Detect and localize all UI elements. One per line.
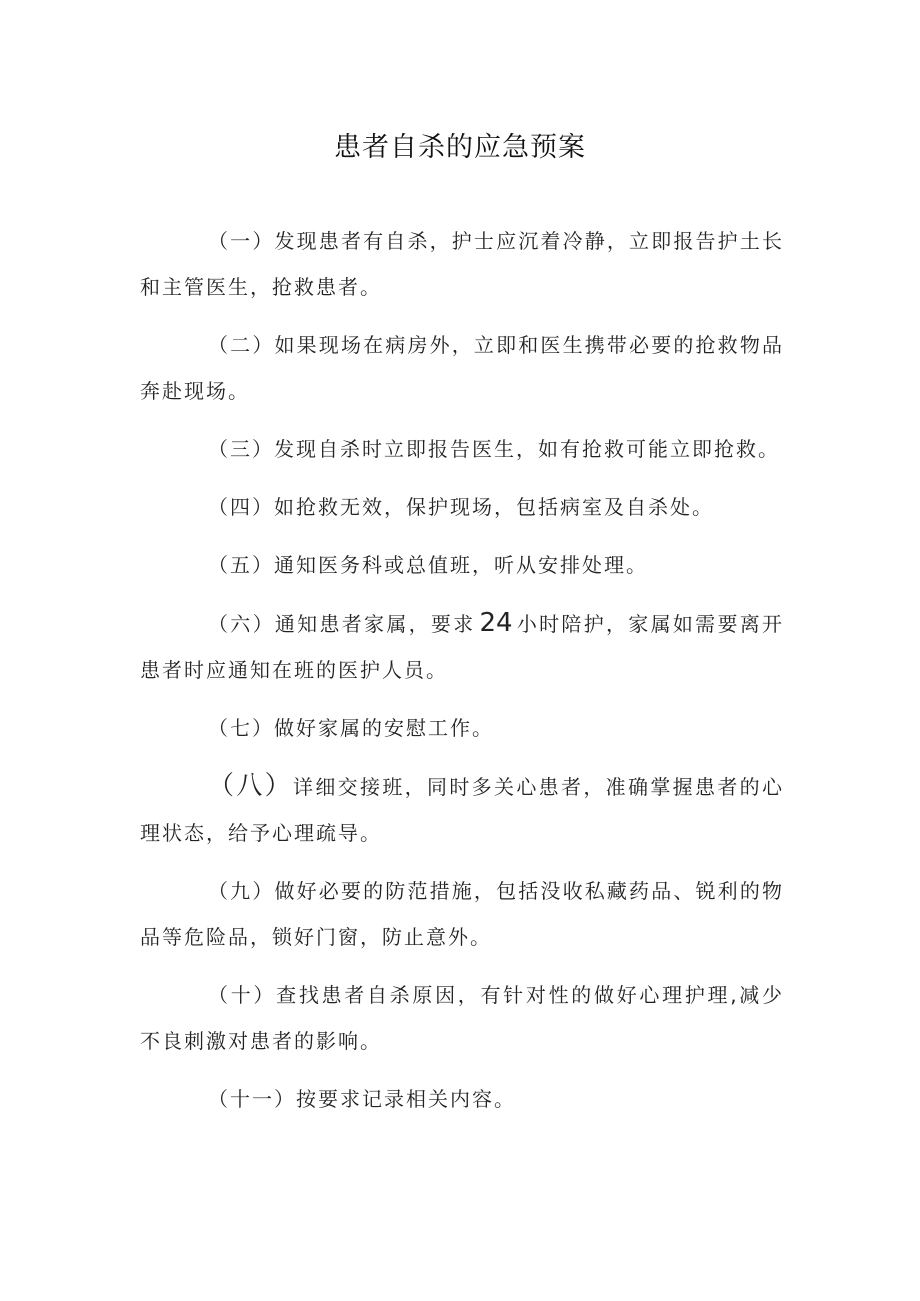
paragraph-4-mark: （四）: [208, 495, 274, 519]
paragraph-1: [140, 218, 784, 310]
paragraph-5-mark: （五）: [208, 553, 274, 577]
paragraph-9-mark: （九）: [208, 879, 275, 903]
paragraph-6-text-after: 小时陪护，家属如需要离开患者时应通知在班的医护人员。: [140, 612, 785, 682]
paragraph-6-mark: （六）: [208, 612, 275, 636]
paragraph-9-text: 做好必要的防范措施，包括没收私藏药品、锐利的物品等危险品，锁好门窗，防止意外。: [140, 879, 785, 949]
paragraph-4-text: 如抢救无效，保护现场，包括病室及自杀处。: [274, 495, 714, 519]
paragraph-6-number: 24: [479, 608, 513, 638]
paragraph-8-text: 详细交接班，同时多关心患者，准确掌握患者的心理状态，给予心理疏导。: [140, 775, 784, 845]
paragraph-5: [140, 542, 784, 588]
paragraph-7-text: 做好家属的安慰工作。: [274, 716, 494, 740]
paragraph-8-mark: （八）: [208, 771, 293, 801]
paragraph-3-text: 发现自杀时立即报告医生，如有抢救可能立即抢救。: [274, 437, 780, 461]
paragraph-7-mark: （七）: [208, 716, 274, 740]
paragraph-2-text: 如果现场在病房外，立即和医生携带必要的抢救物品奔赴现场。: [140, 333, 785, 403]
paragraph-5-text: 通知医务科或总值班，听从安排处理。: [274, 553, 648, 577]
paragraph-1-text: 发现患者有自杀，护士应沉着冷静，立即报告护土长和主管医生，抢救患者。: [140, 229, 785, 299]
paragraph-1-mark: （一）: [208, 229, 275, 253]
document-title: 患者自杀的应急预案: [334, 132, 586, 163]
paragraph-2-mark: （二）: [208, 333, 275, 357]
paragraph-6: [140, 600, 784, 693]
paragraph-10-mark: （十）: [208, 983, 277, 1007]
paragraph-9: [140, 868, 784, 960]
paragraph-10-text: 查找患者自杀原因，有针对性的做好心理护理,减少不良刺激对患者的影响。: [140, 983, 785, 1053]
document-body: [140, 218, 784, 1134]
paragraph-7: [140, 705, 784, 751]
paragraph-11: [140, 1076, 784, 1122]
paragraph-10: [140, 972, 784, 1064]
paragraph-2: [140, 322, 784, 414]
paragraph-4: [140, 484, 784, 530]
paragraph-11-mark: （十一）: [208, 1087, 296, 1111]
paragraph-8: [140, 763, 784, 856]
paragraph-3: [140, 426, 784, 472]
paragraph-6-text-before: 通知患者家属，要求: [274, 612, 476, 636]
paragraph-3-mark: （三）: [208, 437, 274, 461]
paragraph-11-text: 按要求记录相关内容。: [296, 1087, 516, 1111]
